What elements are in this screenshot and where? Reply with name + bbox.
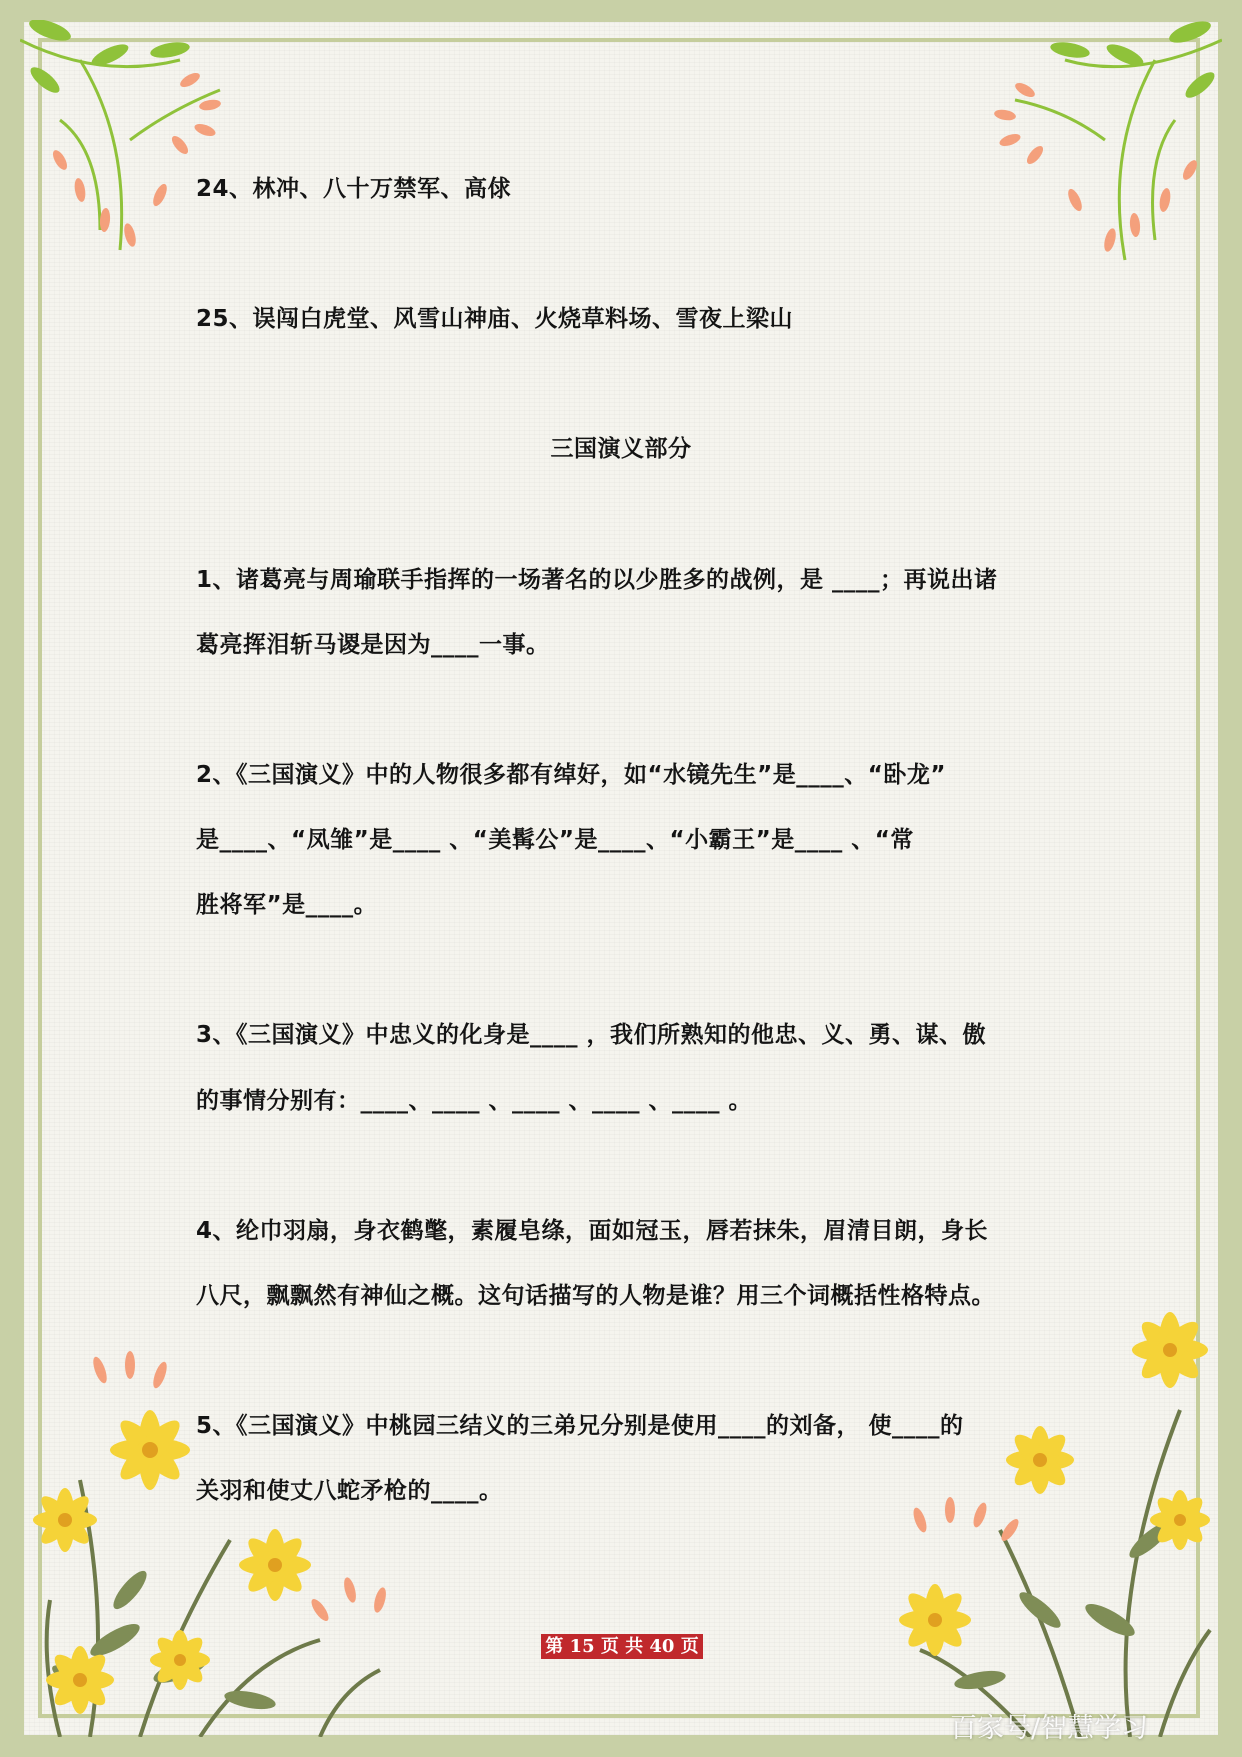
- daisy-cluster-bottom-right: [880, 1290, 1222, 1737]
- question-5-line-2: 关羽和使丈八蛇矛枪的____。: [196, 1478, 503, 1504]
- daisy-cluster-bottom-left: [20, 1340, 480, 1737]
- flower-corner-top-right: [975, 20, 1222, 270]
- question-2-line-2: 是____、“凤雏”是____ 、“美髯公”是____、“小霸王”是____ 、“常: [196, 827, 914, 853]
- question-3-line-2: 的事情分别有：____、____ 、____ 、____ 、____ 。: [196, 1088, 753, 1114]
- watermark: 百家号/智慧学习: [950, 1713, 1149, 1744]
- question-4-line-2: 八尺，飘飘然有神仙之概。这句话描写的人物是谁？用三个词概括性格特点。: [196, 1283, 995, 1309]
- question-1-line-1: 1、诸葛亮与周瑜联手指挥的一场著名的以少胜多的战例，是 ____；再说出诸: [196, 567, 998, 593]
- item-24: 24、林冲、八十万禁军、高俅: [196, 176, 512, 202]
- flower-corner-top-left: [20, 20, 240, 260]
- question-5-line-1: 5、《三国演义》中桃园三结义的三弟兄分别是使用____的刘备， 使____的: [196, 1413, 964, 1439]
- page-number: 第 15 页 共 40 页: [541, 1634, 703, 1659]
- item-25: 25、误闯白虎堂、风雪山神庙、火烧草料场、雪夜上梁山: [196, 306, 794, 332]
- question-2-line-1: 2、《三国演义》中的人物很多都有绰好，如“水镜先生”是____、“卧龙”: [196, 762, 946, 788]
- section-title: 三国演义部分: [550, 436, 692, 462]
- question-2-line-3: 胜将军”是____。: [196, 892, 378, 918]
- question-1-line-2: 葛亮挥泪斩马谡是因为____一事。: [196, 632, 550, 658]
- question-3-line-1: 3、《三国演义》中忠义的化身是____ ，我们所熟知的他忠、义、勇、谋、傲: [196, 1022, 987, 1048]
- question-4-line-1: 4、纶巾羽扇，身衣鹤氅，素履皂绦，面如冠玉，唇若抹朱，眉清目朗，身长: [196, 1218, 989, 1244]
